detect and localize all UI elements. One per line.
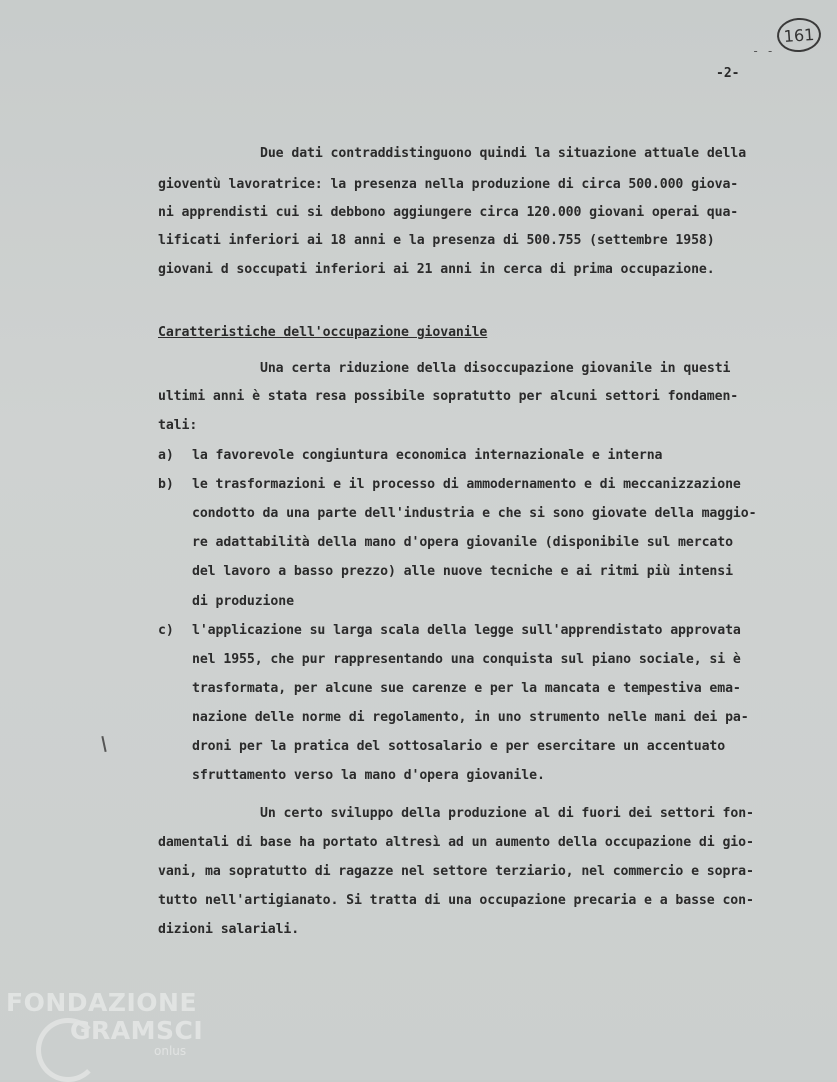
paragraph2-line: ultimi anni è stata resa possibile sopratutto per alcuni settori fondamen- — [158, 389, 739, 404]
paragraph2-line: tali: — [158, 418, 198, 433]
paragraph3-line: dizioni salariali. — [158, 922, 300, 937]
watermark-line2: GRAMSCI — [70, 1016, 204, 1045]
list-item-b-line: di produzione — [192, 594, 294, 609]
paragraph3-line: tutto nell'artigianato. Si tratta di una occupazione precaria e a basse con- — [158, 893, 754, 908]
section-heading: Caratteristiche dell'occupazione giovanile — [158, 325, 488, 340]
list-item-c-line: sfruttamento verso la mano d'opera giovanile. — [192, 768, 545, 783]
paragraph3-line: damentali di base ha portato altresì ad un aumento della occupazione di gio- — [158, 835, 754, 850]
paragraph1-line: Due dati contraddistinguono quindi la situazione attuale della — [260, 146, 747, 161]
list-item-c-line: l'applicazione su larga scala della legge sull'apprendistato approvata — [192, 623, 741, 638]
pencil-mark: ‐ ‐ — [752, 44, 774, 58]
list-label-a: a) — [158, 448, 174, 463]
paragraph1-line: lificati inferiori ai 18 anni e la presenza di 500.755 (settembre 1958) — [158, 233, 715, 248]
list-item-b-line: del lavoro a basso prezzo) alle nuove tecniche e ai ritmi più intensi — [192, 564, 733, 579]
margin-pencil-mark — [101, 736, 106, 752]
list-label-b: b) — [158, 477, 174, 492]
paragraph1-line: giovani d soccupati inferiori ai 21 anni in cerca di prima occupazione. — [158, 262, 715, 277]
watermark-line1: FONDAZIONE — [6, 988, 198, 1017]
watermark-line3: onlus — [154, 1044, 187, 1058]
list-item-b-line: condotto da una parte dell'industria e che si sono giovate della maggio- — [192, 506, 757, 521]
list-item-c-line: nel 1955, che pur rappresentando una conquista sul piano sociale, si è — [192, 652, 741, 667]
list-item-b-line: re adattabilità della mano d'opera giovanile (disponibile sul mercato — [192, 535, 733, 550]
archive-stamp: 161 — [776, 17, 822, 54]
paragraph1-line: gioventù lavoratrice: la presenza nella produzione di circa 500.000 giova- — [158, 177, 739, 192]
paragraph1-line: ni apprendisti cui si debbono aggiungere circa 120.000 giovani operai qua- — [158, 205, 739, 220]
page-number: -2- — [716, 66, 740, 81]
list-item-c-line: nazione delle norme di regolamento, in uno strumento nelle mani dei pa- — [192, 710, 749, 725]
paragraph3-line: vani, ma sopratutto di ragazze nel settore terziario, nel commercio e sopra- — [158, 864, 754, 879]
paragraph3-line: Un certo sviluppo della produzione al di fuori dei settori fon- — [260, 806, 754, 821]
fondazione-gramsci-watermark — [6, 988, 216, 1078]
paragraph2-line: Una certa riduzione della disoccupazione giovanile in questi — [260, 361, 731, 376]
list-item-c-line: trasformata, per alcune sue carenze e per la mancata e tempestiva ema- — [192, 681, 741, 696]
list-item-b-line: le trasformazioni e il processo di ammodernamento e di meccanizzazione — [192, 477, 741, 492]
list-label-c: c) — [158, 623, 174, 638]
list-item-a-line: la favorevole congiuntura economica internazionale e interna — [192, 448, 663, 463]
list-item-c-line: droni per la pratica del sottosalario e per esercitare un accentuato — [192, 739, 726, 754]
